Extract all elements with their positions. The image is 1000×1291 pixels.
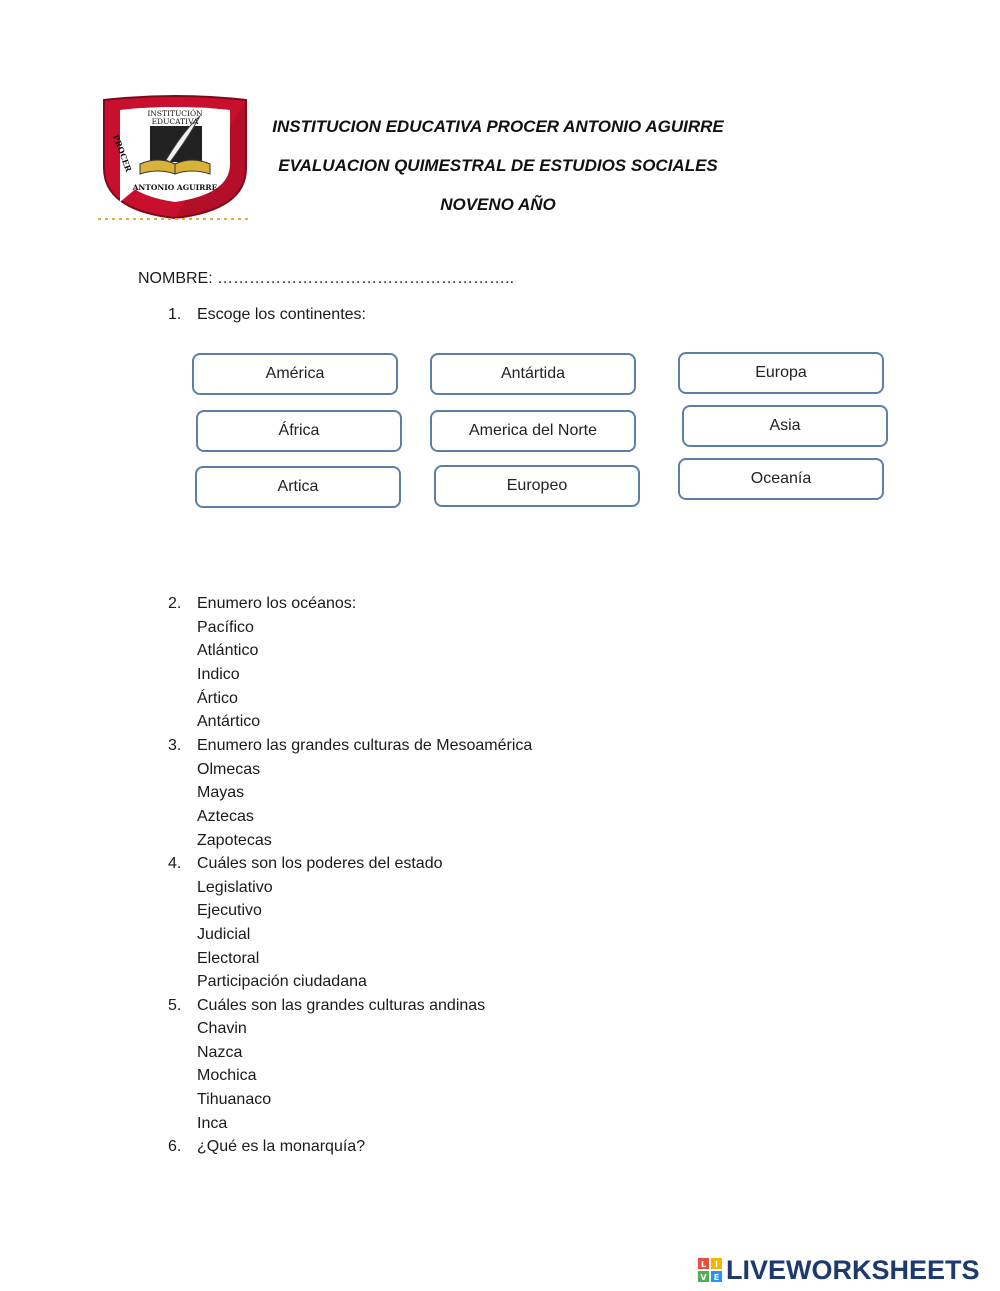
answer-field[interactable]: Ártico (197, 690, 238, 707)
question-text: Escoge los continentes: (197, 306, 366, 323)
answer-field[interactable]: Mayas (197, 784, 245, 801)
question-number: 3. (168, 737, 182, 754)
school-name-heading: INSTITUCION EDUCATIVA PROCER ANTONIO AGUIRRE (272, 117, 724, 136)
crest-text-top: INSTITUCIÓN (147, 109, 203, 118)
answer-field[interactable]: Mochica (197, 1067, 257, 1084)
liveworksheets-wordmark: LIVEWORKSHEETS (726, 1254, 980, 1285)
answer-field[interactable]: Ejecutivo (197, 902, 262, 919)
question-text: Enumero las grandes culturas de Mesoamérica (197, 737, 533, 754)
question-number: 5. (168, 997, 182, 1014)
answer-field[interactable]: Nazca (197, 1044, 243, 1061)
svg-text:L: L (700, 1260, 707, 1269)
name-label: NOMBRE: (138, 270, 213, 287)
option-antartida[interactable]: Antártida (430, 353, 636, 395)
option-america-del-norte[interactable]: America del Norte (430, 410, 636, 452)
answer-field[interactable]: Zapotecas (197, 832, 272, 849)
answer-field[interactable]: Olmecas (197, 761, 261, 778)
question-number: 4. (168, 855, 182, 872)
exam-title-heading: EVALUACION QUIMESTRAL DE ESTUDIOS SOCIALES (278, 156, 718, 175)
question-number: 1. (168, 306, 182, 323)
name-blank[interactable]: ……………………………………………….. (217, 270, 515, 287)
svg-text:E: E (713, 1273, 720, 1282)
answer-field[interactable]: Aztecas (197, 808, 254, 825)
answer-field[interactable]: Antártico (197, 713, 261, 730)
answer-field[interactable]: Judicial (197, 926, 251, 943)
answer-field[interactable]: Atlántico (197, 642, 259, 659)
grade-heading: NOVENO AÑO (440, 195, 556, 214)
option-africa[interactable]: África (196, 410, 402, 452)
answer-field[interactable]: Legislativo (197, 879, 273, 896)
crest-text-left: PROCER (111, 133, 134, 174)
liveworksheets-logo (698, 1254, 980, 1286)
option-asia[interactable]: Asia (682, 405, 888, 447)
question-number: 6. (168, 1138, 182, 1155)
answer-field[interactable]: Chavin (197, 1020, 247, 1037)
option-europa[interactable]: Europa (678, 352, 884, 394)
svg-text:V: V (700, 1273, 707, 1282)
crest-text-top2: EDUCATIVA (151, 117, 199, 126)
question-text: Cuáles son los poderes del estado (197, 855, 443, 872)
question-text: Enumero los océanos: (197, 595, 357, 612)
question-text: ¿Qué es la monarquía? (197, 1138, 366, 1155)
answer-field[interactable]: Pacífico (197, 619, 254, 636)
question-number: 2. (168, 595, 182, 612)
question-text: Cuáles son las grandes culturas andinas (197, 997, 486, 1014)
option-artica[interactable]: Artica (195, 466, 401, 508)
option-europeo[interactable]: Europeo (434, 465, 640, 507)
answer-field[interactable]: Electoral (197, 950, 260, 967)
option-oceania[interactable]: Oceanía (678, 458, 884, 500)
answer-field[interactable]: Indico (197, 666, 240, 683)
answer-field[interactable]: Tihuanaco (197, 1091, 272, 1108)
answer-field[interactable]: Participación ciudadana (197, 973, 367, 990)
option-america[interactable]: América (192, 353, 398, 395)
svg-text:I: I (715, 1260, 718, 1269)
crest-text-bottom: ANTONIO AGUIRRE (132, 183, 218, 192)
school-crest-logo (96, 90, 254, 222)
answer-field[interactable]: Inca (197, 1115, 228, 1132)
student-name-field[interactable] (138, 270, 514, 288)
liveworksheets-badge-icon (698, 1258, 722, 1282)
